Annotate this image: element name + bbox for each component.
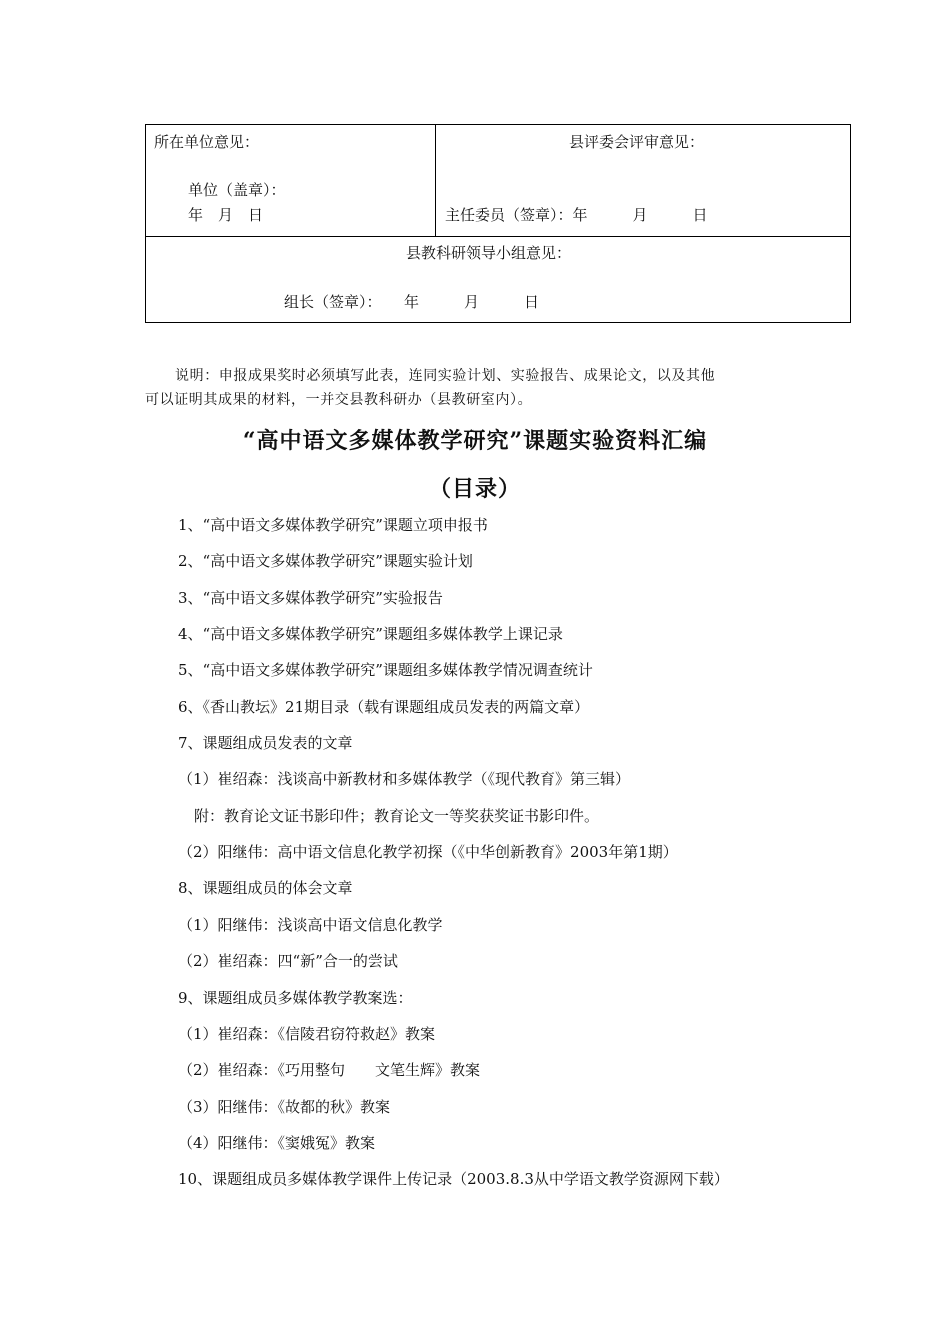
toc-item: 2、“高中语文多媒体教学研究”课题实验计划 (178, 552, 473, 570)
toc-item: 9、课题组成员多媒体教学教案选： (178, 989, 413, 1007)
document-title: “高中语文多媒体教学研究”课题实验资料汇编 (242, 428, 708, 454)
toc-item: 7、课题组成员发表的文章 (178, 734, 353, 752)
toc-item: 附：教育论文证书影印件；教育论文一等奖获奖证书影印件。 (194, 807, 600, 825)
leading-group-label: 县教科研领导小组意见： (406, 244, 572, 262)
note-line-2: 可以证明其成果的材料，一并交县教科研办（县教研室内）。 (145, 392, 533, 408)
toc-item: （2）崔绍森：四“新”合一的尝试 (178, 952, 398, 970)
table-divider-vertical (435, 125, 436, 236)
toc-item: 4、“高中语文多媒体教学研究”课题组多媒体教学上课记录 (178, 625, 563, 643)
note-line-1: 说明：申报成果奖时必须填写此表，连同实验计划、实验报告、成果论文，以及其他 (175, 368, 716, 384)
toc-item: 6、《香山教坛》21期目录（载有课题组成员发表的两篇文章） (178, 698, 590, 716)
toc-item: 8、课题组成员的体会文章 (178, 879, 353, 897)
document-subtitle: （目录） (428, 476, 521, 502)
unit-stamp-label: 单位（盖章）： (188, 181, 286, 199)
director-sign-label: 主任委员（签章）：年 月 日 (445, 206, 708, 224)
approval-form-table (145, 124, 851, 323)
toc-item: 3、“高中语文多媒体教学研究”实验报告 (178, 589, 443, 607)
county-review-label: 县评委会评审意见： (569, 133, 705, 151)
toc-item: （4）阳继伟：《窦娥冤》教案 (178, 1134, 376, 1152)
toc-item: （1）阳继伟：浅谈高中语文信息化教学 (178, 916, 443, 934)
toc-item: （2）崔绍森：《巧用整句 文笔生辉》教案 (178, 1061, 481, 1079)
toc-item: （1）崔绍森：《信陵君窃符救赵》教案 (178, 1025, 436, 1043)
toc-item: （1）崔绍森：浅谈高中新教材和多媒体教学（《现代教育》第三辑） (178, 770, 631, 788)
table-divider-horizontal (146, 236, 850, 237)
toc-item: 10、课题组成员多媒体教学课件上传记录（2003.8.3从中学语文教学资源网下载） (178, 1170, 729, 1188)
toc-item: 5、“高中语文多媒体教学研究”课题组多媒体教学情况调查统计 (178, 661, 593, 679)
toc-item: 1、“高中语文多媒体教学研究”课题立项申报书 (178, 516, 488, 534)
toc-item: （2）阳继伟：高中语文信息化教学初探（《中华创新教育》2003年第1期） (178, 843, 678, 861)
unit-opinion-label: 所在单位意见： (154, 133, 260, 151)
toc-item: （3）阳继伟：《故都的秋》教案 (178, 1098, 391, 1116)
unit-date-label: 年 月 日 (188, 206, 264, 224)
leader-sign-label: 组长（签章）： 年 月 日 (284, 293, 540, 311)
